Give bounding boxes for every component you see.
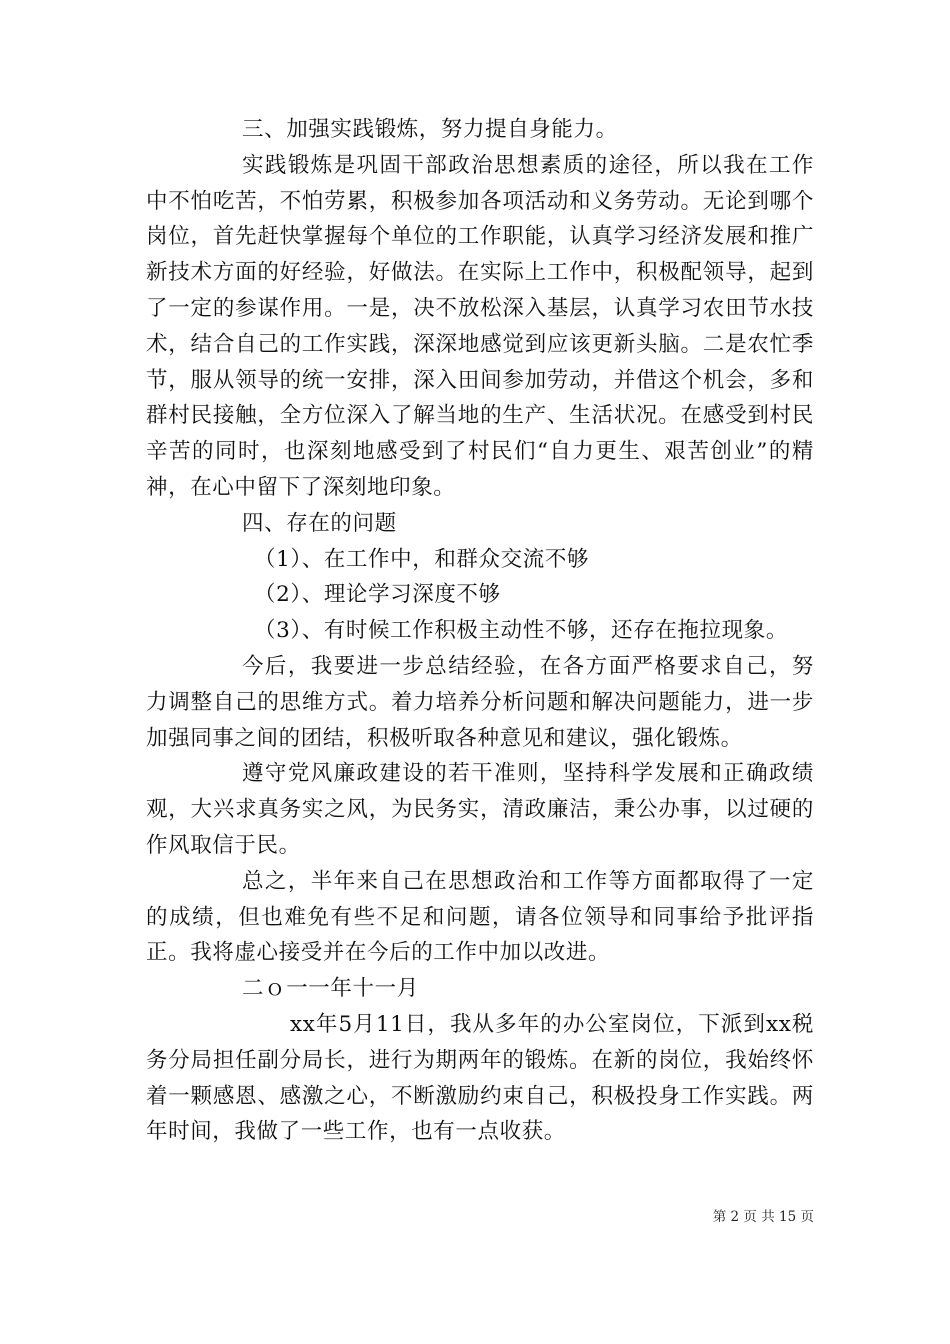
document-body [146, 112, 814, 1150]
paragraph-new-post: xx年5月11日，我从多年的办公室岗位，下派到xx税务分局担任副分局长，进行为期两年的锻炼。在新的岗位，我始终怀着一颗感恩、感激之心，不断激励约束自己，积极投身工作实践。两年时间，我做了一些工作，也有一点收获。 [146, 1011, 814, 1145]
problem-item-2: （2）、理论学习深度不够 [254, 582, 501, 608]
paragraph-summary: 总之，半年来自己在思想政治和工作等方面都取得了一定的成绩，但也难免有些不足和问题，请各位领导和同事给予批评指正。我将虚心接受并在今后的工作中加以改进。 [146, 868, 814, 966]
page-number-footer: 第 2 页 共 15 页 [712, 1209, 814, 1225]
paragraph-integrity: 遵守党风廉政建设的若干准则，坚持科学发展和正确政绩观，大兴求真务实之风，为民务实，清政廉洁，秉公办事，以过硬的作风取信于民。 [146, 761, 814, 858]
problem-item-3: （3）、有时候工作积极主动性不够，还存在拖拉现象。 [254, 618, 788, 644]
paragraph-future: 今后，我要进一步总结经验，在各方面严格要求自己，努力调整自己的思维方式。着力培养分析问题和解决问题能力，进一步加强同事之间的团结，积极听取各种意见和建议，强化锻炼。 [146, 653, 814, 751]
paragraph-practice: 实践锻炼是巩固干部政治思想素质的途径，所以我在工作中不怕吃苦，不怕劳累，积极参加各项活动和义务劳动。无论到哪个岗位，首先赶快掌握每个单位的工作职能，认真学习经济发展和推广新技术方面的好经验，好做法。在实际上工作中，积极配领导，起到了一定的参谋作用。一是，决不放松深入基层，认真学习农田节水技术，结合自己的工作实践，深深地感觉到应该更新头脑。二是农忙季节，服从领导的统一安排，深入田间参加劳动，并借这个机会，多和群村民接触，全方位深入了解当地的生产、生活状况。在感受到村民辛苦的同时，也深刻地感受到了村民们“自力更生、艰苦创业”的精神，在心中留下了深刻地印象。 [146, 152, 814, 500]
section-heading-practice: 三、加强实践锻炼，努力提自身能力。 [242, 117, 618, 142]
problem-item-1: （1）、在工作中，和群众交流不够 [254, 546, 590, 572]
section-heading-problems: 四、存在的问题 [242, 510, 397, 536]
date-line: 二ｏ一一年十一月 [242, 976, 419, 1002]
